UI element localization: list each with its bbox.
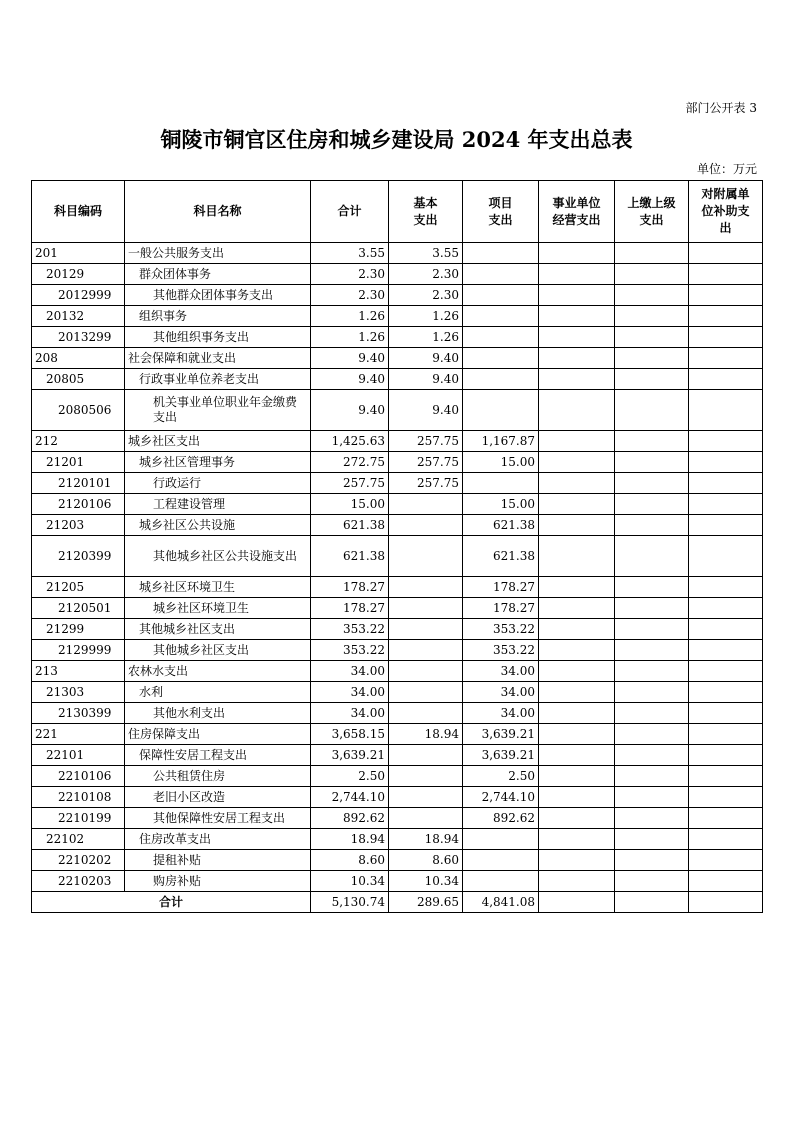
table-body: [32, 243, 763, 892]
row-basic: [389, 619, 463, 640]
row-upper: [615, 285, 689, 306]
col-header-upper: 上缴上级 支出: [615, 181, 689, 243]
row-business: [539, 536, 615, 577]
row-project: [463, 850, 539, 871]
row-business: [539, 390, 615, 431]
row-project: [463, 285, 539, 306]
row-upper: [615, 724, 689, 745]
row-project: [463, 871, 539, 892]
row-project: 178.27: [463, 577, 539, 598]
row-subsidy: [689, 452, 763, 473]
row-upper: [615, 577, 689, 598]
row-subsidy: [689, 431, 763, 452]
col-header-subsidy: 对附属单 位补助支 出: [689, 181, 763, 243]
row-upper: [615, 243, 689, 264]
row-business: [539, 598, 615, 619]
row-total: 1,425.63: [311, 431, 389, 452]
row-basic: [389, 494, 463, 515]
row-upper: [615, 619, 689, 640]
row-total: 178.27: [311, 598, 389, 619]
row-code: 213: [32, 661, 125, 682]
row-name: 水利: [125, 682, 311, 703]
row-business: [539, 473, 615, 494]
row-total: 3,658.15: [311, 724, 389, 745]
table-row: [32, 348, 763, 369]
row-code: 2120101: [32, 473, 125, 494]
total-sum: 5,130.74: [311, 892, 389, 913]
table-row: [32, 724, 763, 745]
row-upper: [615, 766, 689, 787]
table-row: [32, 745, 763, 766]
row-upper: [615, 808, 689, 829]
row-business: [539, 661, 615, 682]
row-subsidy: [689, 348, 763, 369]
row-total: 18.94: [311, 829, 389, 850]
row-name: 其他水利支出: [125, 703, 311, 724]
row-code: 2210199: [32, 808, 125, 829]
row-code: 201: [32, 243, 125, 264]
row-name: 农林水支出: [125, 661, 311, 682]
row-basic: [389, 661, 463, 682]
row-name: 其他城乡社区支出: [125, 619, 311, 640]
row-basic: [389, 745, 463, 766]
row-name: 提租补贴: [125, 850, 311, 871]
row-code: 212: [32, 431, 125, 452]
row-code: 21201: [32, 452, 125, 473]
row-business: [539, 724, 615, 745]
total-label: 合计: [32, 892, 311, 913]
row-subsidy: [689, 808, 763, 829]
table-row: [32, 598, 763, 619]
row-business: [539, 640, 615, 661]
table-row: [32, 285, 763, 306]
row-name: 城乡社区公共设施: [125, 515, 311, 536]
row-total: 257.75: [311, 473, 389, 494]
row-basic: [389, 577, 463, 598]
table-row: [32, 640, 763, 661]
row-basic: [389, 515, 463, 536]
table-row: [32, 473, 763, 494]
table-row: [32, 703, 763, 724]
row-project: [463, 473, 539, 494]
row-business: [539, 348, 615, 369]
row-upper: [615, 473, 689, 494]
row-upper: [615, 682, 689, 703]
row-code: 2210108: [32, 787, 125, 808]
row-total: 10.34: [311, 871, 389, 892]
row-name: 住房保障支出: [125, 724, 311, 745]
row-upper: [615, 515, 689, 536]
row-upper: [615, 661, 689, 682]
row-business: [539, 264, 615, 285]
col-header-basic: 基本 支出: [389, 181, 463, 243]
row-name: 行政运行: [125, 473, 311, 494]
row-code: 20132: [32, 306, 125, 327]
row-project: [463, 327, 539, 348]
total-project: 4,841.08: [463, 892, 539, 913]
row-subsidy: [689, 473, 763, 494]
table-row: [32, 808, 763, 829]
row-business: [539, 306, 615, 327]
row-basic: 9.40: [389, 348, 463, 369]
row-total: 892.62: [311, 808, 389, 829]
row-upper: [615, 640, 689, 661]
row-code: 2120501: [32, 598, 125, 619]
row-basic: 3.55: [389, 243, 463, 264]
row-project: 34.00: [463, 661, 539, 682]
row-project: 15.00: [463, 452, 539, 473]
row-business: [539, 682, 615, 703]
row-basic: [389, 536, 463, 577]
row-project: [463, 369, 539, 390]
row-upper: [615, 536, 689, 577]
row-basic: 9.40: [389, 369, 463, 390]
row-total: 2,744.10: [311, 787, 389, 808]
total-business: [539, 892, 615, 913]
row-project: 3,639.21: [463, 724, 539, 745]
row-subsidy: [689, 243, 763, 264]
row-business: [539, 515, 615, 536]
row-total: 2.50: [311, 766, 389, 787]
row-subsidy: [689, 661, 763, 682]
row-upper: [615, 850, 689, 871]
row-business: [539, 369, 615, 390]
row-name: 老旧小区改造: [125, 787, 311, 808]
total-subsidy: [689, 892, 763, 913]
row-project: 353.22: [463, 640, 539, 661]
row-subsidy: [689, 390, 763, 431]
row-name: 城乡社区支出: [125, 431, 311, 452]
row-subsidy: [689, 745, 763, 766]
row-basic: 18.94: [389, 829, 463, 850]
row-basic: 1.26: [389, 306, 463, 327]
row-upper: [615, 494, 689, 515]
row-total: 2.30: [311, 264, 389, 285]
row-total: 178.27: [311, 577, 389, 598]
row-total: 1.26: [311, 327, 389, 348]
row-basic: [389, 703, 463, 724]
table-row: [32, 264, 763, 285]
row-subsidy: [689, 787, 763, 808]
row-business: [539, 577, 615, 598]
row-name: 城乡社区环境卫生: [125, 598, 311, 619]
row-name: 保障性安居工程支出: [125, 745, 311, 766]
page-title: 铜陵市铜官区住房和城乡建设局 2024 年支出总表: [160, 127, 633, 152]
row-code: 2210203: [32, 871, 125, 892]
col-header-project: 项目 支出: [463, 181, 539, 243]
row-upper: [615, 327, 689, 348]
row-business: [539, 829, 615, 850]
row-subsidy: [689, 640, 763, 661]
row-upper: [615, 369, 689, 390]
row-basic: 18.94: [389, 724, 463, 745]
table-row: [32, 871, 763, 892]
row-upper: [615, 787, 689, 808]
row-upper: [615, 390, 689, 431]
row-business: [539, 431, 615, 452]
row-business: [539, 808, 615, 829]
col-header-code: 科目编码: [32, 181, 125, 243]
row-name: 其他保障性安居工程支出: [125, 808, 311, 829]
row-project: [463, 390, 539, 431]
row-total: 8.60: [311, 850, 389, 871]
row-project: 34.00: [463, 703, 539, 724]
row-code: 221: [32, 724, 125, 745]
table-row: [32, 536, 763, 577]
row-project: 892.62: [463, 808, 539, 829]
table-row: [32, 390, 763, 431]
row-name: 住房改革支出: [125, 829, 311, 850]
row-project: [463, 306, 539, 327]
row-business: [539, 327, 615, 348]
row-basic: [389, 766, 463, 787]
row-name: 一般公共服务支出: [125, 243, 311, 264]
row-name: 城乡社区环境卫生: [125, 577, 311, 598]
col-header-name: 科目名称: [125, 181, 311, 243]
row-project: 2,744.10: [463, 787, 539, 808]
row-business: [539, 619, 615, 640]
row-business: [539, 871, 615, 892]
row-name: 其他城乡社区支出: [125, 640, 311, 661]
row-basic: 10.34: [389, 871, 463, 892]
expenditure-table: [31, 180, 763, 913]
row-upper: [615, 452, 689, 473]
row-subsidy: [689, 536, 763, 577]
row-subsidy: [689, 703, 763, 724]
row-basic: 2.30: [389, 264, 463, 285]
row-upper: [615, 348, 689, 369]
row-subsidy: [689, 871, 763, 892]
row-project: 178.27: [463, 598, 539, 619]
row-business: [539, 285, 615, 306]
row-name: 其他群众团体事务支出: [125, 285, 311, 306]
row-code: 21203: [32, 515, 125, 536]
row-business: [539, 703, 615, 724]
row-subsidy: [689, 724, 763, 745]
row-name: 机关事业单位职业年金缴费支出: [125, 390, 311, 431]
row-name: 群众团体事务: [125, 264, 311, 285]
row-name: 其他城乡社区公共设施支出: [125, 536, 311, 577]
row-total: 3.55: [311, 243, 389, 264]
row-subsidy: [689, 598, 763, 619]
row-name: 工程建设管理: [125, 494, 311, 515]
row-code: 21205: [32, 577, 125, 598]
row-code: 20129: [32, 264, 125, 285]
row-basic: 1.26: [389, 327, 463, 348]
table-row: [32, 766, 763, 787]
row-business: [539, 494, 615, 515]
row-business: [539, 452, 615, 473]
row-code: 208: [32, 348, 125, 369]
row-basic: [389, 787, 463, 808]
row-name: 社会保障和就业支出: [125, 348, 311, 369]
total-row: [32, 892, 763, 913]
row-subsidy: [689, 494, 763, 515]
row-code: 2120399: [32, 536, 125, 577]
row-subsidy: [689, 515, 763, 536]
table-header-row: [32, 181, 763, 243]
row-project: [463, 829, 539, 850]
row-basic: 8.60: [389, 850, 463, 871]
row-basic: 257.75: [389, 473, 463, 494]
row-business: [539, 243, 615, 264]
row-total: 34.00: [311, 661, 389, 682]
row-code: 2080506: [32, 390, 125, 431]
row-code: 2129999: [32, 640, 125, 661]
row-total: 3,639.21: [311, 745, 389, 766]
row-code: 22102: [32, 829, 125, 850]
row-name: 行政事业单位养老支出: [125, 369, 311, 390]
row-upper: [615, 264, 689, 285]
table-row: [32, 515, 763, 536]
row-subsidy: [689, 327, 763, 348]
row-subsidy: [689, 369, 763, 390]
row-subsidy: [689, 285, 763, 306]
row-project: 2.50: [463, 766, 539, 787]
table-row: [32, 452, 763, 473]
row-total: 9.40: [311, 390, 389, 431]
row-total: 272.75: [311, 452, 389, 473]
row-business: [539, 745, 615, 766]
row-subsidy: [689, 682, 763, 703]
table-row: [32, 787, 763, 808]
row-code: 21299: [32, 619, 125, 640]
row-upper: [615, 431, 689, 452]
row-project: 34.00: [463, 682, 539, 703]
row-total: 2.30: [311, 285, 389, 306]
col-header-total: 合计: [311, 181, 389, 243]
row-subsidy: [689, 829, 763, 850]
table-row: [32, 327, 763, 348]
row-basic: [389, 808, 463, 829]
row-basic: [389, 682, 463, 703]
row-upper: [615, 703, 689, 724]
row-upper: [615, 745, 689, 766]
table-row: [32, 369, 763, 390]
row-code: 2013299: [32, 327, 125, 348]
row-name: 组织事务: [125, 306, 311, 327]
table-row: [32, 306, 763, 327]
table-row: [32, 682, 763, 703]
row-project: 1,167.87: [463, 431, 539, 452]
table-row: [32, 850, 763, 871]
row-code: 2210106: [32, 766, 125, 787]
row-basic: 257.75: [389, 431, 463, 452]
row-project: [463, 243, 539, 264]
row-code: 22101: [32, 745, 125, 766]
row-project: 621.38: [463, 515, 539, 536]
row-code: 2120106: [32, 494, 125, 515]
col-header-business: 事业单位 经营支出: [539, 181, 615, 243]
row-project: 3,639.21: [463, 745, 539, 766]
row-code: 20805: [32, 369, 125, 390]
row-business: [539, 766, 615, 787]
row-code: 2130399: [32, 703, 125, 724]
row-subsidy: [689, 850, 763, 871]
row-total: 353.22: [311, 619, 389, 640]
row-name: 购房补贴: [125, 871, 311, 892]
row-code: 21303: [32, 682, 125, 703]
row-subsidy: [689, 766, 763, 787]
row-project: 621.38: [463, 536, 539, 577]
row-total: 621.38: [311, 536, 389, 577]
row-total: 15.00: [311, 494, 389, 515]
table-row: [32, 661, 763, 682]
row-code: 2012999: [32, 285, 125, 306]
row-name: 公共租赁住房: [125, 766, 311, 787]
table-row: [32, 431, 763, 452]
table-row: [32, 619, 763, 640]
row-project: 15.00: [463, 494, 539, 515]
row-total: 34.00: [311, 703, 389, 724]
row-project: [463, 264, 539, 285]
table-row: [32, 829, 763, 850]
unit-label: 单位：万元: [696, 162, 757, 176]
row-basic: 257.75: [389, 452, 463, 473]
row-project: [463, 348, 539, 369]
row-business: [539, 787, 615, 808]
document-code: 部门公开表 3: [685, 101, 757, 115]
row-upper: [615, 829, 689, 850]
table-row: [32, 243, 763, 264]
row-basic: 2.30: [389, 285, 463, 306]
row-name: 城乡社区管理事务: [125, 452, 311, 473]
table-row: [32, 494, 763, 515]
row-upper: [615, 598, 689, 619]
row-project: 353.22: [463, 619, 539, 640]
table-row: [32, 577, 763, 598]
row-upper: [615, 306, 689, 327]
row-subsidy: [689, 306, 763, 327]
row-business: [539, 850, 615, 871]
row-total: 9.40: [311, 348, 389, 369]
row-total: 1.26: [311, 306, 389, 327]
row-code: 2210202: [32, 850, 125, 871]
row-subsidy: [689, 577, 763, 598]
row-total: 34.00: [311, 682, 389, 703]
row-basic: [389, 598, 463, 619]
row-total: 353.22: [311, 640, 389, 661]
row-name: 其他组织事务支出: [125, 327, 311, 348]
row-subsidy: [689, 619, 763, 640]
total-basic: 289.65: [389, 892, 463, 913]
row-basic: [389, 640, 463, 661]
row-subsidy: [689, 264, 763, 285]
row-total: 9.40: [311, 369, 389, 390]
row-basic: 9.40: [389, 390, 463, 431]
row-upper: [615, 871, 689, 892]
row-total: 621.38: [311, 515, 389, 536]
total-upper: [615, 892, 689, 913]
